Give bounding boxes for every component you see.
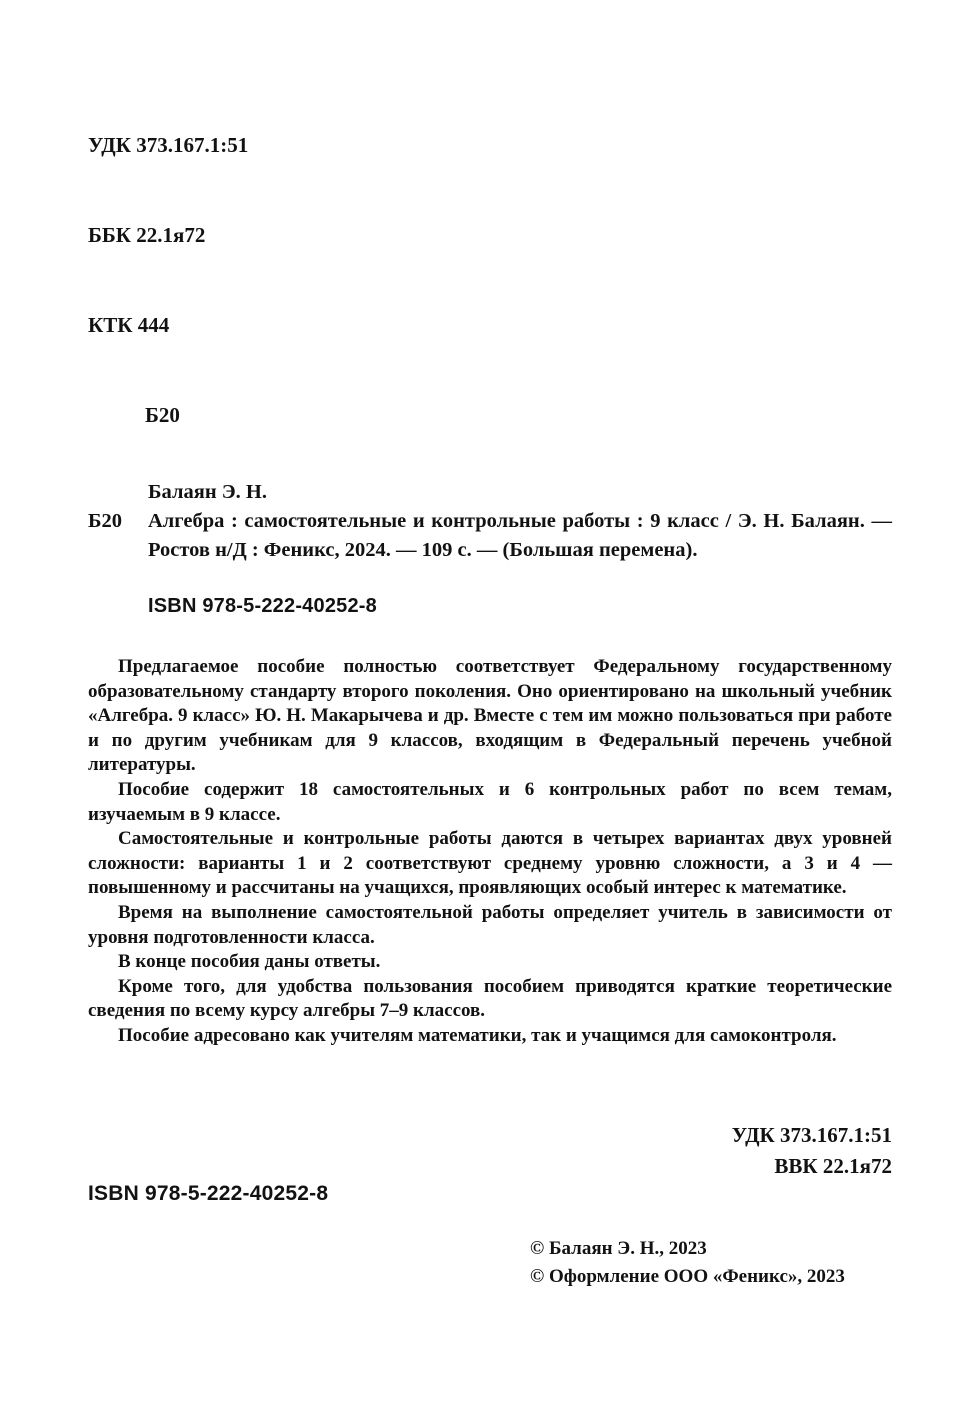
isbn-top: ISBN 978-5-222-40252-8 [148,595,377,617]
author-sign-code: Б20 [145,403,180,427]
bbk-code: ББК 22.1я72 [88,223,206,247]
annotation-paragraph: Самостоятельные и контрольные работы даются в четырех вариантах двух уровней сложности: варианты 1 и 2 соответствуют среднему уровню сложности, а 3 и 4 — повышенному и рассчитаны на учащихся, проявляющих особый интерес к математике. [88,828,892,899]
annotation-paragraph: Предлагаемое пособие полностью соответствует Федеральному государственному образовательному стандарту второго поколения. Оно ориентировано на школьный учебник «Алгебра. 9 класс» Ю. Н. Макарычева и др. Вместе с тем им можно пользоваться при работе и по другим учебникам для 9 классов, входящим в Федеральный перечень учебной литературы. [88,656,892,776]
annotation-paragraph: Время на выполнение самостоятельной работы определяет учитель в зависимости от уровня подготовленности класса. [88,901,892,948]
author-name: Балаян Э. Н. [148,481,267,503]
copyright-block [530,1235,845,1291]
udk-code: УДК 373.167.1:51 [88,133,249,157]
catalog-card [88,478,892,621]
annotation-text [88,655,892,1049]
bibliographic-entry [88,507,892,565]
footer-classification-block [88,1120,892,1182]
annotation-paragraph: Кроме того, для удобства пользования пособием приводятся краткие теоретические сведения по всему курсу алгебры 7–9 классов. [88,975,892,1022]
copyright-author: © Балаян Э. Н., 2023 [530,1238,707,1259]
classification-block [88,70,248,490]
author-sign-code-margin: Б20 [88,510,123,532]
footer-udk-code: УДК 373.167.1:51 [731,1123,892,1147]
ktk-code: КТК 444 [88,313,170,337]
footer-bbk-code: ВВК 22.1я72 [774,1154,892,1178]
annotation-paragraph: В конце пособия даны ответы. [118,951,381,973]
isbn-bottom: ISBN 978-5-222-40252-8 [88,1182,329,1205]
bibliographic-description: Алгебра : самостоятельные и контрольные работы : 9 класс / Э. Н. Балаян. — Ростов н/Д : Феникс, 2024. — 109 с. — (Большая перемена). [148,510,892,561]
copyright-publisher: © Оформление ООО «Феникс», 2023 [530,1266,845,1287]
annotation-paragraph: Пособие адресовано как учителям математики, так и учащимся для самоконтроля. [118,1024,837,1046]
annotation-paragraph: Пособие содержит 18 самостоятельных и 6 контрольных работ по всем темам, изучаемым в 9 классе. [88,778,892,825]
